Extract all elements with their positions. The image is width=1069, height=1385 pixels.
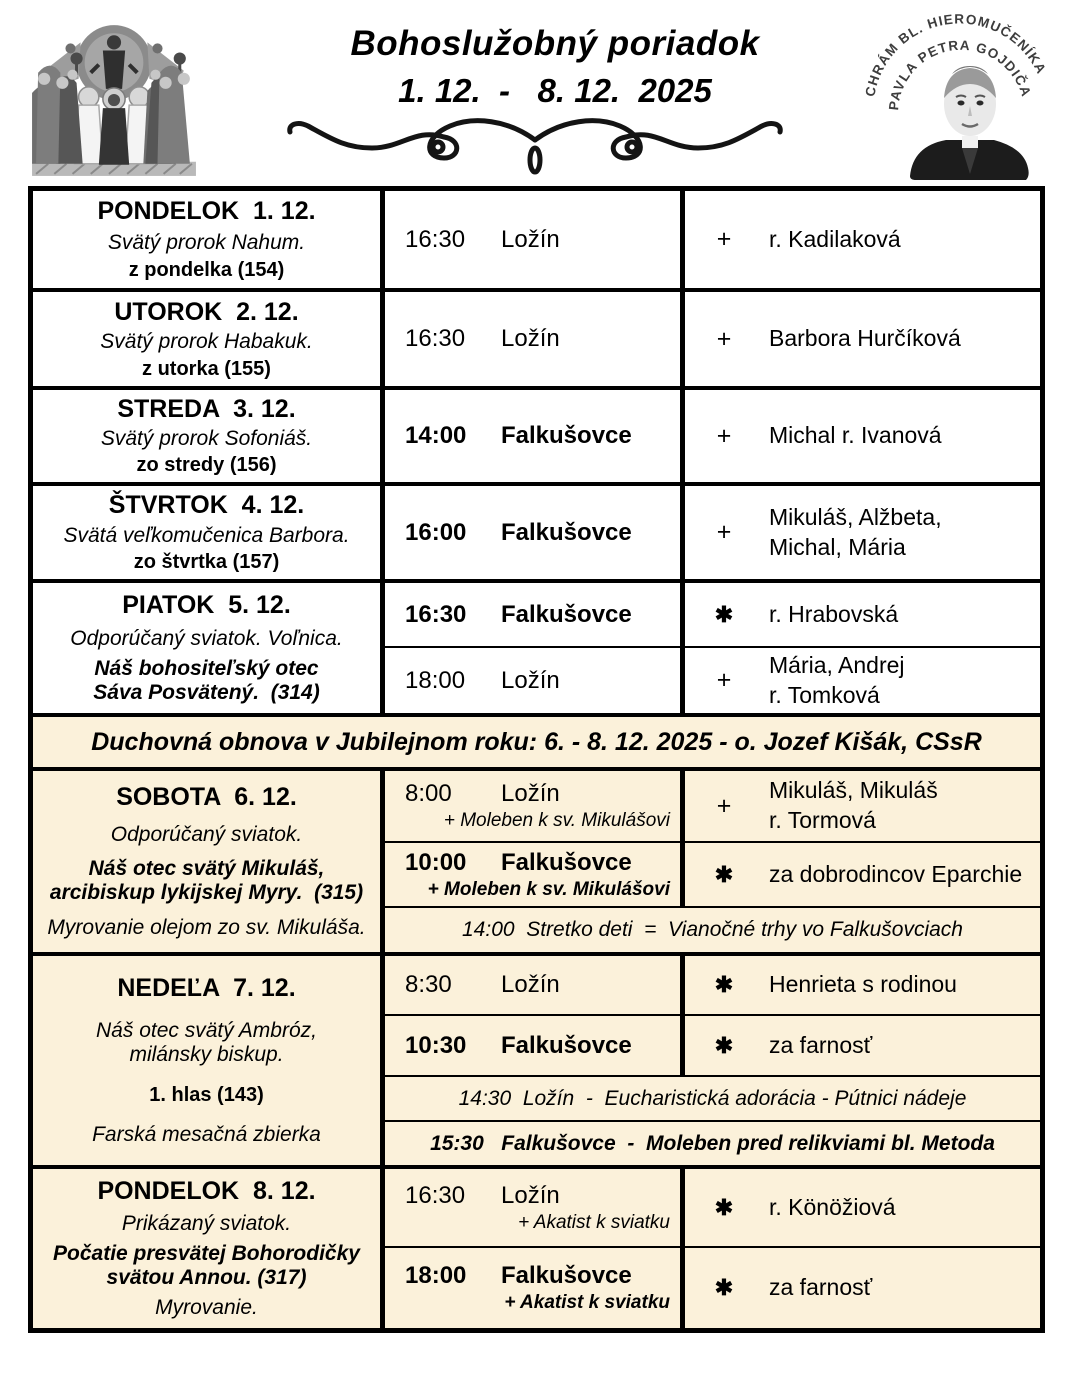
service-row xyxy=(385,191,1040,288)
day-cell xyxy=(33,771,385,952)
service-addon: + Akatist k sviatku xyxy=(518,1211,670,1233)
row-monday-8-12 xyxy=(33,1169,1040,1328)
feast-name-line2: svätou Annou. (317) xyxy=(106,1266,307,1289)
intention: Mária, Andrej r. Tomková xyxy=(769,651,905,708)
event-row xyxy=(385,1077,1040,1122)
service-time: 8:30 xyxy=(405,971,452,998)
service-time: 16:30 xyxy=(405,225,466,253)
feast-name-line1: Počatie presvätej Bohorodičky xyxy=(53,1242,360,1265)
feast-line: Prikázaný sviatok. xyxy=(121,1212,292,1235)
day-cell xyxy=(33,390,385,482)
service-row xyxy=(385,1169,1040,1248)
cross-symbol: + xyxy=(716,225,732,253)
day-cell xyxy=(33,1169,385,1328)
intention: za dobrodincov Eparchie xyxy=(769,860,1023,887)
liturgical-note: zo stredy (156) xyxy=(136,454,277,476)
service-time: 16:30 xyxy=(405,600,467,628)
service-time: 10:30 xyxy=(405,1031,467,1059)
service-place: Ložín xyxy=(501,325,560,352)
day-title: SOBOTA 6. 12. xyxy=(116,783,297,812)
feast-name-line1: Náš otec svätý Mikuláš, xyxy=(88,857,325,881)
cross-symbol: + xyxy=(716,791,732,820)
row-wednesday-3-12 xyxy=(33,390,1040,486)
service-row xyxy=(385,292,1040,386)
page-title: Bohoslužobný poriadok xyxy=(350,24,760,63)
service-time: 18:00 xyxy=(405,666,466,694)
service-place: Ložín xyxy=(501,971,560,998)
service-time: 16:30 xyxy=(405,1181,466,1209)
retreat-banner-text: Duchovná obnova v Jubilejnom roku: 6. - 8. 12. 2025 - o. Jozef Kišák, CSsR xyxy=(91,727,982,756)
star-symbol: ✱ xyxy=(714,1032,734,1058)
event-row xyxy=(385,1122,1040,1165)
service-row xyxy=(385,390,1040,482)
intention: za farnosť xyxy=(769,1031,873,1058)
feast-line: Svätý prorok Sofoniáš. xyxy=(100,427,313,450)
service-row xyxy=(385,648,1040,713)
myrovanie-note: Myrovanie olejom zo sv. Mikuláša. xyxy=(47,915,366,939)
row-sunday-7-12 xyxy=(33,956,1040,1169)
intention: Mikuláš, Alžbeta, Michal, Mária xyxy=(769,503,942,560)
day-cell xyxy=(33,486,385,579)
liturgical-note: z utorka (155) xyxy=(142,357,271,380)
service-row xyxy=(385,956,1040,1016)
service-row xyxy=(385,583,1040,648)
service-row xyxy=(385,843,1040,908)
service-addon: + Moleben k sv. Mikulášovi xyxy=(427,878,670,900)
day-cell xyxy=(33,191,385,288)
intention: za farnosť xyxy=(769,1274,873,1301)
row-friday-5-12 xyxy=(33,583,1040,717)
row-tuesday-2-12 xyxy=(33,292,1040,390)
service-addon: + Akatist k sviatku xyxy=(504,1292,670,1313)
feast-line2: milánsky biskup. xyxy=(129,1043,284,1067)
intention: Michal r. Ivanová xyxy=(769,422,942,449)
service-time: 16:30 xyxy=(405,325,466,352)
day-title: PONDELOK 8. 12. xyxy=(97,1177,316,1205)
service-time: 10:00 xyxy=(405,848,467,876)
feast-line: Odporúčaný sviatok. Voľnica. xyxy=(70,626,343,650)
feast-line: Svätý prorok Nahum. xyxy=(107,230,306,254)
flourish-divider-icon xyxy=(270,112,800,176)
cross-symbol: + xyxy=(716,324,732,353)
service-place: Falkušovce xyxy=(501,518,632,546)
logo-arc-bottom-text: PAVLA PETRA GOJDIČA xyxy=(886,37,1035,111)
service-place: Ložín xyxy=(501,225,560,253)
ascension-icon xyxy=(28,12,200,182)
intention: Barbora Hurčíková xyxy=(769,325,961,352)
intention: Henrieta s rodinou xyxy=(769,971,957,998)
service-time: 16:00 xyxy=(405,518,467,546)
service-row xyxy=(385,771,1040,843)
service-time: 18:00 xyxy=(405,1262,467,1289)
service-place: Falkušovce xyxy=(501,1031,632,1059)
intention: Mikuláš, Mikuláš r. Tormová xyxy=(769,777,938,833)
day-cell xyxy=(33,292,385,386)
tone-note: 1. hlas (143) xyxy=(149,1083,264,1106)
day-title: PONDELOK 1. 12. xyxy=(97,197,316,226)
day-title: ŠTVRTOK 4. 12. xyxy=(108,491,305,520)
feast-name-line2: arcibiskup lykijskej Myry. (315) xyxy=(49,881,364,905)
cross-symbol: + xyxy=(716,666,732,694)
collection-note: Farská mesačná zbierka xyxy=(92,1122,321,1146)
row-saturday-6-12 xyxy=(33,771,1040,956)
service-place: Ložín xyxy=(501,1181,560,1209)
service-row xyxy=(385,1248,1040,1328)
service-row xyxy=(385,486,1040,579)
day-cell xyxy=(33,583,385,713)
service-place: Ložín xyxy=(501,780,560,807)
cross-symbol: + xyxy=(716,421,732,450)
schedule-table xyxy=(28,186,1045,1333)
service-row xyxy=(385,1016,1040,1077)
liturgical-note: zo štvrtka (157) xyxy=(133,550,280,573)
retreat-banner xyxy=(33,717,1040,771)
service-place: Falkušovce xyxy=(501,600,632,628)
row-monday-1-12 xyxy=(33,191,1040,292)
liturgical-note: z pondelka (154) xyxy=(128,258,285,281)
star-symbol: ✱ xyxy=(714,861,734,887)
feast-name-line1: Náš bohositeľský otec xyxy=(94,656,319,680)
service-place: Falkušovce xyxy=(501,1262,632,1289)
service-place: Ložín xyxy=(501,666,560,694)
feast-line: Svätý prorok Habakuk. xyxy=(100,330,313,353)
day-title: STREDA 3. 12. xyxy=(117,395,296,423)
event-text: 14:00 Stretko deti = Vianočné trhy vo Falkušovciach xyxy=(462,918,963,941)
myrovanie-note: Myrovanie. xyxy=(155,1296,258,1319)
event-text: 15:30 Falkušovce - Moleben pred relikviami bl. Metoda xyxy=(430,1131,995,1155)
day-title: PIATOK 5. 12. xyxy=(122,591,291,620)
feast-line: Odporúčaný sviatok. xyxy=(110,822,303,846)
header-titles xyxy=(260,24,850,110)
service-place: Falkušovce xyxy=(501,422,632,449)
day-title: NEDEĽA 7. 12. xyxy=(117,974,296,1003)
day-cell xyxy=(33,956,385,1165)
service-time: 14:00 xyxy=(405,422,467,449)
gojdic-portrait xyxy=(910,66,1029,180)
parish-logo xyxy=(858,8,1062,184)
day-title: UTOROK 2. 12. xyxy=(114,297,299,326)
service-place: Falkušovce xyxy=(501,848,632,876)
intention: r. Könöžiová xyxy=(769,1193,896,1220)
feast-line: Svätá veľkomučenica Barbora. xyxy=(63,523,350,547)
star-symbol: ✱ xyxy=(714,601,734,627)
intention: r. Kadilaková xyxy=(769,225,901,252)
feast-line1: Náš otec svätý Ambróz, xyxy=(96,1019,317,1043)
star-symbol: ✱ xyxy=(714,972,734,997)
service-time: 8:00 xyxy=(405,780,452,807)
logo-arc-top-text: CHRÁM BL. HIEROMUČENÍKA xyxy=(862,11,1050,98)
feast-name-line2: Sáva Posvätený. (314) xyxy=(93,680,320,704)
service-addon: + Moleben k sv. Mikulášovi xyxy=(443,810,670,831)
event-text: 14:30 Ložín - Eucharistická adorácia - Pútnici nádeje xyxy=(458,1086,967,1110)
page-date-range: 1. 12. - 8. 12. 2025 xyxy=(398,72,712,109)
star-symbol: ✱ xyxy=(714,1275,734,1300)
intention: r. Hrabovská xyxy=(769,600,899,627)
event-row xyxy=(385,908,1040,952)
cross-symbol: + xyxy=(716,518,732,546)
row-thursday-4-12 xyxy=(33,486,1040,583)
star-symbol: ✱ xyxy=(714,1194,734,1220)
